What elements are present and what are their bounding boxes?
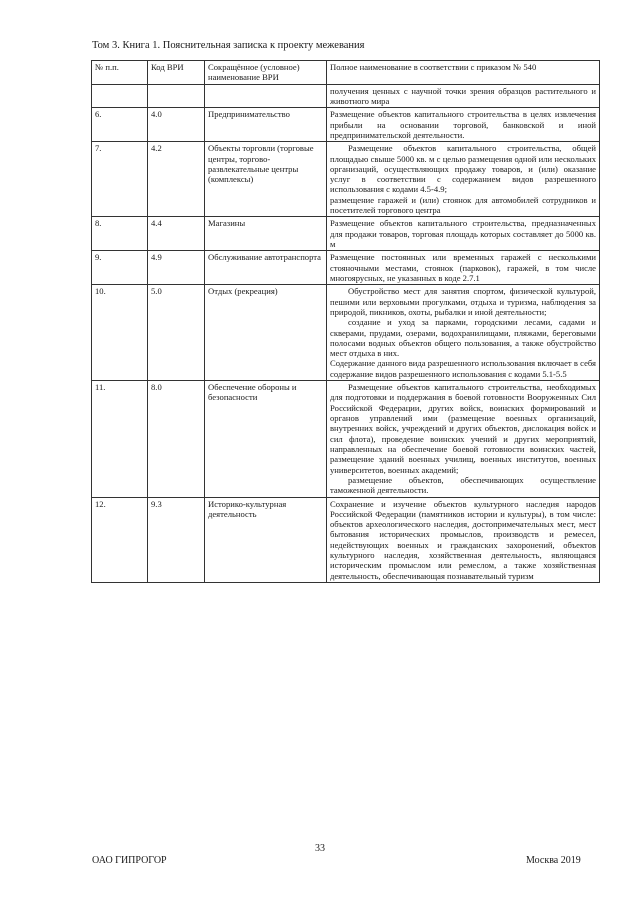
row-code [148,84,205,108]
full-name-paragraph: Размещение объектов капитального строительства в целях извлечения прибыли на основании торговой, банковской и иной предпринимательской деятельности. [330,109,596,140]
full-name-paragraph: Размещение объектов капитального строительства, общей площадью свыше 5000 кв. м с целью размещения одной или нескольких организаций, осуществляющих продажу товаров, и (или) оказание услуг в соответствии с содержанием видов разрешенного использования с кодами 4.5-4.9; [330,143,596,195]
row-code: 9.3 [148,497,205,583]
row-short-name [205,84,327,108]
col-header-number: № п.п. [92,61,148,85]
page-number: 33 [315,843,325,854]
full-name-paragraph: Содержание данного вида разрешенного использования включает в себя содержание видов разрешенного использования с кодами 5.1-5.5 [330,358,596,379]
table-row [92,217,600,251]
row-number: 11. [92,381,148,497]
row-short-name: Отдых (рекреация) [205,285,327,381]
row-full-name [327,217,600,251]
col-header-short-name: Сокращённое (условное) наименование ВРИ [205,61,327,85]
row-full-name [327,381,600,497]
row-code: 5.0 [148,285,205,381]
full-name-paragraph: Обустройство мест для занятия спортом, физической культурой, пешими или верховыми прогулками, отдыха и туризма, наблюдения за природой, пикников, охоты, рыбалки и иной деятельности; [330,286,596,317]
row-short-name: Объекты торговли (торговые центры, торгово-развлекательные центры (комплексы) [205,142,327,217]
table-row [92,84,600,108]
page-header-title: Том 3. Книга 1. Пояснительная записка к проекту межевания [92,40,365,51]
full-name-paragraph: размещение объектов, обеспечивающих осуществление таможенной деятельности. [330,474,596,496]
row-code: 4.2 [148,142,205,217]
row-full-name [327,108,600,142]
table-row [92,497,600,583]
full-name-paragraph: создание и уход за парками, городскими лесами, садами и скверами, прудами, озерами, водохранилищами, пляжами, береговыми полосами водных объектов общего пользования, а также обустройство мест отдыха в них. [330,317,596,359]
row-number: 6. [92,108,148,142]
row-code: 8.0 [148,381,205,497]
land-use-table [91,60,600,583]
row-number [92,84,148,108]
row-short-name: Предпринимательство [205,108,327,142]
full-name-paragraph: Размещение объектов капитального строительства, предназначенных для продажи товаров, торговая площадь которых составляет до 5000 кв. м [330,218,596,249]
table-row [92,251,600,285]
row-code: 4.4 [148,217,205,251]
full-name-paragraph: Размещение постоянных или временных гаражей с несколькими стояночными местами, стоянок (парковок), гаражей, в том числе многоярусных, не указанных в коде 2.7.1 [330,252,596,283]
row-short-name: Историко-культурная деятельность [205,497,327,583]
col-header-code: Код ВРИ [148,61,205,85]
row-full-name [327,285,600,381]
col-header-full-name: Полное наименование в соответствии с приказом № 540 [327,61,600,85]
row-code: 4.0 [148,108,205,142]
row-full-name [327,497,600,583]
full-name-paragraph: размещение гаражей и (или) стоянок для автомобилей сотрудников и посетителей торгового центра [330,194,596,216]
table-row [92,108,600,142]
row-short-name: Обеспечение обороны и безопасности [205,381,327,497]
row-number: 8. [92,217,148,251]
full-name-paragraph: получения ценных с научной точки зрения образцов растительного и животного мира [330,85,596,106]
full-name-paragraph: Размещение объектов капитального строительства, необходимых для подготовки и поддержания в боевой готовности Вооруженных Сил Российской Федерации, других войск, воинских формирований и органов управлений ими (размещение военных организаций, внутренних войск, учреждений и других объектов, дислокация войск и сил флота), проведение воинских учений и других мероприятий, направленных на обеспечение боевой готовности воинских частей, размещение зданий военных училищ, военных институтов, военных университетов, военных академий; [330,382,596,475]
row-short-name: Магазины [205,217,327,251]
table-row [92,381,600,497]
footer-city-year: Москва 2019 [526,855,581,866]
row-short-name: Обслуживание автотранспорта [205,251,327,285]
row-code: 4.9 [148,251,205,285]
row-number: 7. [92,142,148,217]
table-header-row [92,61,600,85]
full-name-paragraph: Сохранение и изучение объектов культурного наследия народов Российской Федерации (памятников истории и культуры), в том числе: объектов археологического наследия, достопримечательных мест, мест бытования исторических промыслов, производств и ремесел, недействующих военных и гражданских захоронений, объектов культурного наследия, хозяйственная деятельность, являющаяся историческим промыслом или ремеслом, а также хозяйственная деятельность, обеспечивающая познавательный туризм [330,498,596,581]
footer-organization: ОАО ГИПРОГОР [92,855,167,866]
row-full-name [327,142,600,217]
row-full-name [327,84,600,108]
table-body [92,84,600,582]
row-number: 12. [92,497,148,583]
row-full-name [327,251,600,285]
row-number: 9. [92,251,148,285]
table-row [92,285,600,381]
row-number: 10. [92,285,148,381]
table-row [92,142,600,217]
